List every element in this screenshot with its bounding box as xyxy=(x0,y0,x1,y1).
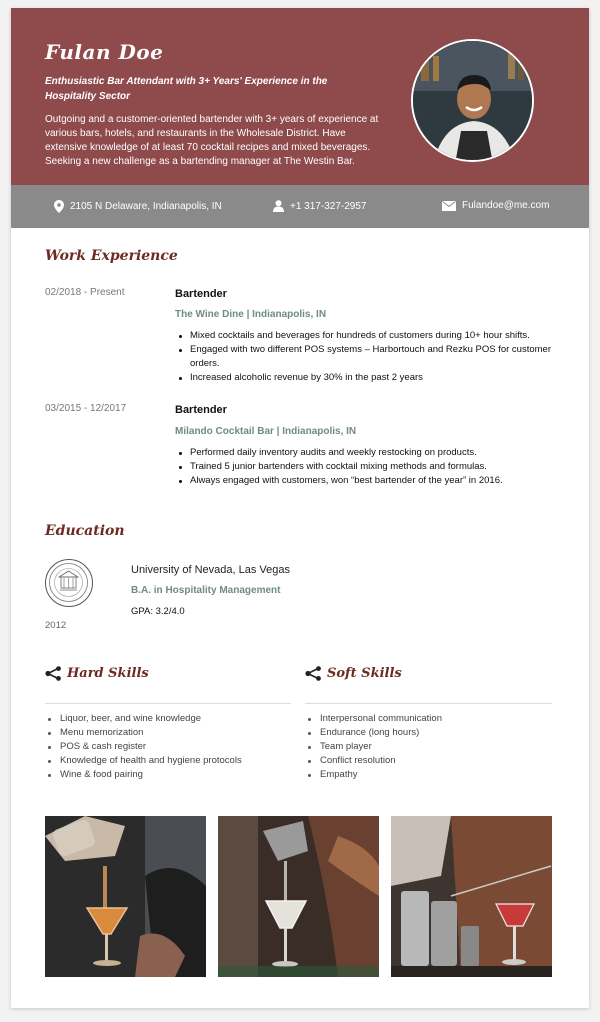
job-1-date: 02/2018 - Present xyxy=(45,287,125,298)
job-1-company: The Wine Dine | Indianapolis, IN xyxy=(175,309,327,320)
job-2-date: 03/2015 - 12/2017 xyxy=(45,403,127,414)
contact-email xyxy=(442,200,549,211)
map-pin-icon xyxy=(54,200,64,213)
list-item: Liquor, beer, and wine knowledge xyxy=(45,712,295,726)
hard-skills-title: Hard Skills xyxy=(67,666,149,681)
work-experience-title: Work Experience xyxy=(45,248,178,264)
list-item: Empathy xyxy=(305,768,555,782)
soft-skills-list xyxy=(305,712,555,782)
education-title: Education xyxy=(45,523,125,539)
bartender-photo-3 xyxy=(391,816,552,977)
degree: B.A. in Hospitality Management xyxy=(131,585,281,596)
envelope-icon xyxy=(442,201,456,211)
university-name: University of Nevada, Las Vegas xyxy=(131,564,290,576)
job-2-bullets xyxy=(175,446,560,488)
list-item: POS & cash register xyxy=(45,740,295,754)
list-item: Increased alcoholic revenue by 30% in the past 2 years xyxy=(175,371,560,385)
phone-text[interactable]: +1 317-327-2957 xyxy=(290,200,367,212)
soft-skills-divider xyxy=(305,703,552,704)
list-item: Trained 5 junior bartenders with cocktail mixing methods and formulas. xyxy=(175,460,560,474)
hard-skills-list xyxy=(45,712,295,782)
candidate-name: Fulan Doe xyxy=(45,40,164,64)
person-icon xyxy=(273,200,284,212)
university-seal xyxy=(45,559,93,607)
bartender-photo-1 xyxy=(45,816,206,977)
contact-bar xyxy=(11,185,589,228)
list-item: Conflict resolution xyxy=(305,754,555,768)
share-nodes-icon xyxy=(305,666,322,681)
bartender-photo-2 xyxy=(218,816,379,977)
job-1-bullets xyxy=(175,329,560,385)
soft-skills-title: Soft Skills xyxy=(327,666,402,681)
soft-skills-header xyxy=(305,666,402,681)
hard-skills-divider xyxy=(45,703,291,704)
candidate-tagline: Enthusiastic Bar Attendant with 3+ Years' Experience in the Hospitality Sector xyxy=(45,76,328,102)
job-1-role: Bartender xyxy=(175,288,227,300)
list-item: Engaged with two different POS systems – Harbortouch and Rezku POS for customer orders. xyxy=(175,343,560,371)
list-item: Mixed cocktails and beverages for hundreds of customers during 10+ hour shifts. xyxy=(175,329,560,343)
avatar-photo xyxy=(413,41,534,162)
list-item: Performed daily inventory audits and weekly restocking on products. xyxy=(175,446,560,460)
list-item: Always engaged with customers, won “best bartender of the year” in 2016. xyxy=(175,474,560,488)
job-2-role: Bartender xyxy=(175,404,227,416)
list-item: Knowledge of health and hygiene protocols xyxy=(45,754,295,768)
candidate-summary: Outgoing and a customer-oriented bartender with 3+ years of experience at various bars, hotels, and restaurants in the Wholesale District. Have extensive knowledge of at least 70 cocktail recipes and mixed beverages. Seeking a new challenge as a bartending manager at The Westin Bar. xyxy=(45,114,379,167)
list-item: Wine & food pairing xyxy=(45,768,295,782)
list-item: Interpersonal communication xyxy=(305,712,555,726)
list-item: Team player xyxy=(305,740,555,754)
resume-header xyxy=(11,8,589,185)
address-text: 2105 N Delaware, Indianapolis, IN xyxy=(70,201,222,212)
list-item: Menu memorization xyxy=(45,726,295,740)
job-2-company: Milando Cocktail Bar | Indianapolis, IN xyxy=(175,426,357,437)
education-year: 2012 xyxy=(45,620,67,631)
email-text[interactable]: Fulandoe@me.com xyxy=(462,200,550,211)
avatar xyxy=(411,39,534,162)
hard-skills-header xyxy=(45,666,149,681)
resume-page xyxy=(11,8,589,1008)
contact-address xyxy=(54,200,222,213)
gpa: GPA: 3.2/4.0 xyxy=(131,606,185,617)
contact-phone xyxy=(273,200,366,212)
share-nodes-icon xyxy=(45,666,62,681)
university-seal-icon xyxy=(46,560,91,605)
list-item: Endurance (long hours) xyxy=(305,726,555,740)
